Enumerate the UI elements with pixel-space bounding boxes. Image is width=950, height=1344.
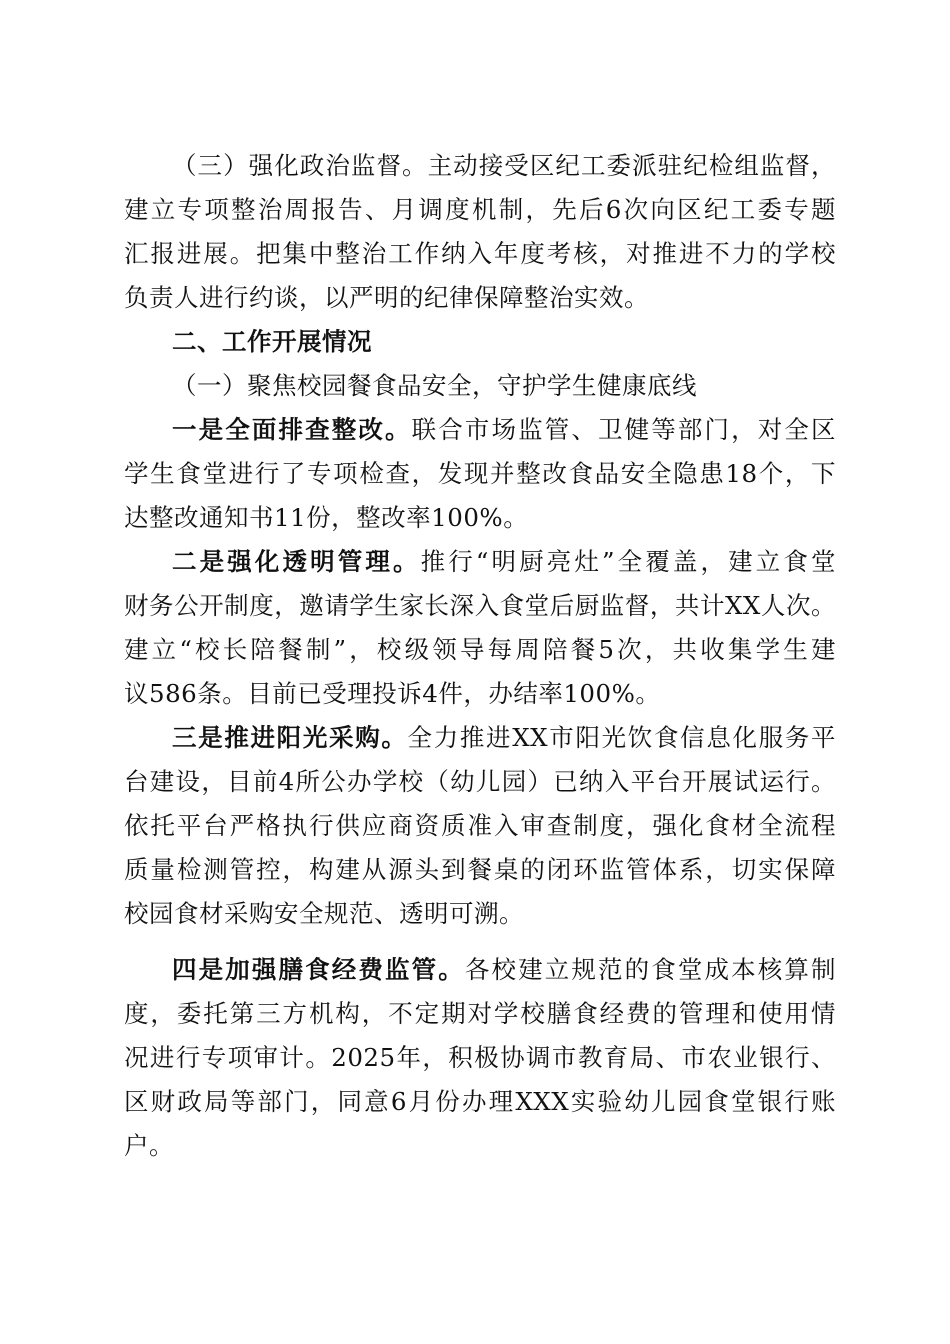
section3-line-1: （三）强化政治监督。主动接受区纪工委派驻纪检组监督， xyxy=(172,151,836,180)
item4-lead: 四是加强膳食经费监管。 xyxy=(172,955,465,984)
item1-line-1 xyxy=(172,415,836,445)
item1-lead: 一是全面排查整改。 xyxy=(172,415,412,444)
subsection-heading: （一）聚焦校园餐食品安全，守护学生健康底线 xyxy=(172,371,697,400)
item2-line-2: 财务公开制度，邀请学生家长深入食堂后厨监督，共计XX人次。 xyxy=(124,591,836,620)
item2-lead: 二是强化透明管理。 xyxy=(172,547,421,576)
item4-line-5: 户。 xyxy=(124,1131,174,1160)
item3-line-1 xyxy=(172,723,836,753)
item1-line-2: 学生食堂进行了专项检查，发现并整改食品安全隐患18个，下 xyxy=(124,459,836,488)
item1-text-1: 联合市场监管、卫健等部门，对全区 xyxy=(411,415,836,444)
item4-line-1 xyxy=(172,955,836,985)
item3-line-2: 台建设，目前4所公办学校（幼儿园）已纳入平台开展试运行。 xyxy=(124,767,836,796)
item4-line-3: 况进行专项审计。2025年，积极协调市教育局、市农业银行、 xyxy=(124,1043,836,1072)
item3-lead: 三是推进阳光采购。 xyxy=(172,723,408,752)
item3-text-1: 全力推进XX市阳光饮食信息化服务平 xyxy=(407,723,836,752)
item2-text-1: 推行“明厨亮灶”全覆盖，建立食堂 xyxy=(420,547,836,576)
section-heading: 二、工作开展情况 xyxy=(172,327,372,356)
item2-line-3: 建立“校长陪餐制”，校级领导每周陪餐5次，共收集学生建 xyxy=(124,635,836,664)
section3-line-3: 汇报进展。把集中整治工作纳入年度考核，对推进不力的学校 xyxy=(124,239,836,268)
section3-line-4: 负责人进行约谈，以严明的纪律保障整治实效。 xyxy=(124,283,649,312)
item4-line-4: 区财政局等部门，同意6月份办理XXX实验幼儿园食堂银行账 xyxy=(124,1087,836,1116)
item4-text-1: 各校建立规范的食堂成本核算制 xyxy=(464,955,836,984)
item2-line-1 xyxy=(172,547,836,577)
item2-line-4: 议586条。目前已受理投诉4件，办结率100%。 xyxy=(124,679,661,708)
section3-line-2: 建立专项整治周报告、月调度机制，先后6次向区纪工委专题 xyxy=(124,195,836,224)
item3-line-3: 依托平台严格执行供应商资质准入审查制度，强化食材全流程 xyxy=(124,811,836,840)
item1-line-3: 达整改通知书11份，整改率100%。 xyxy=(124,503,529,532)
item3-line-5: 校园食材采购安全规范、透明可溯。 xyxy=(124,899,524,928)
item3-line-4: 质量检测管控，构建从源头到餐桌的闭环监管体系，切实保障 xyxy=(124,855,836,884)
item4-line-2: 度，委托第三方机构，不定期对学校膳食经费的管理和使用情 xyxy=(124,999,836,1028)
